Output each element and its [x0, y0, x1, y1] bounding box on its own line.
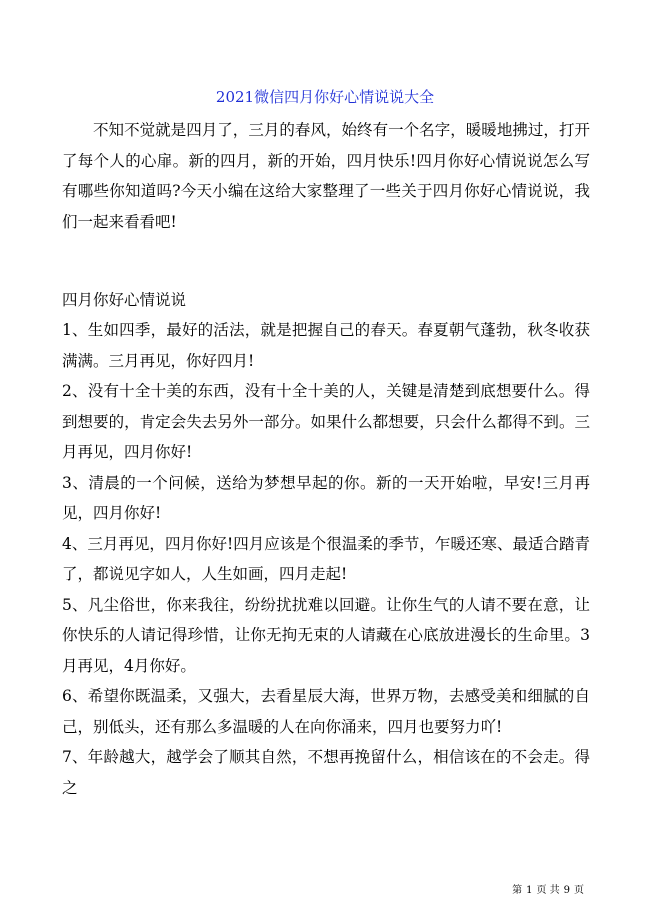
- section-heading: 四月你好心情说说: [62, 291, 187, 309]
- list-item: 6、希望你既温柔，又强大，去看星辰大海，世界万物，去感受美和细腻的自己，别低头，还有那么多温暖的人在向你涌来，四月也要努力吖!: [62, 687, 590, 736]
- current-page-number: 1: [526, 885, 533, 896]
- footer-suffix: 页: [574, 885, 584, 896]
- list-item: 1、生如四季，最好的活法，就是把握自己的春天。春夏朝气蓬勃，秋冬收获满满。三月再见，你好四月!: [62, 321, 590, 370]
- list-item: 7、年龄越大，越学会了顺其自然，不想再挽留什么，相信该在的不会走。得之: [62, 748, 590, 797]
- footer-prefix: 第: [512, 885, 523, 896]
- intro-paragraph: 不知不觉就是四月了，三月的春风，始终有一个名字，暖暖地拂过，打开了每个人的心扉。新的四月，新的开始，四月快乐!四月你好心情说说怎么写有哪些你知道吗?今天小编在这给大家整理了一些关于四月你好心情说说，我们一起来看看吧!: [62, 121, 590, 231]
- quote-list: [62, 315, 590, 803]
- list-item: 5、凡尘俗世，你来我往，纷纷扰扰难以回避。让你生气的人请不要在意，让你快乐的人请记得珍惜，让你无拘无束的人请藏在心底放进漫长的生命里。3月再见，4月你好。: [62, 595, 590, 675]
- list-item: 4、三月再见，四月你好!四月应该是个很温柔的季节，乍暖还寒、最适合踏青了，都说见字如人，人生如画，四月走起!: [62, 534, 590, 583]
- list-item: 3、清晨的一个问候，送给为梦想早起的你。新的一天开始啦，早安!三月再见，四月你好!: [62, 473, 590, 522]
- document-title: 2021微信四月你好心情说说大全: [215, 88, 435, 106]
- footer-middle: 页 共: [536, 885, 560, 896]
- total-pages-number: 9: [563, 885, 570, 896]
- page-number-footer: [510, 884, 586, 898]
- list-item: 2、没有十全十美的东西，没有十全十美的人，关键是清楚到底想要什么。得到想要的，肯定会失去另外一部分。如果什么都想要，只会什么都得不到。三月再见，四月你好!: [62, 382, 590, 461]
